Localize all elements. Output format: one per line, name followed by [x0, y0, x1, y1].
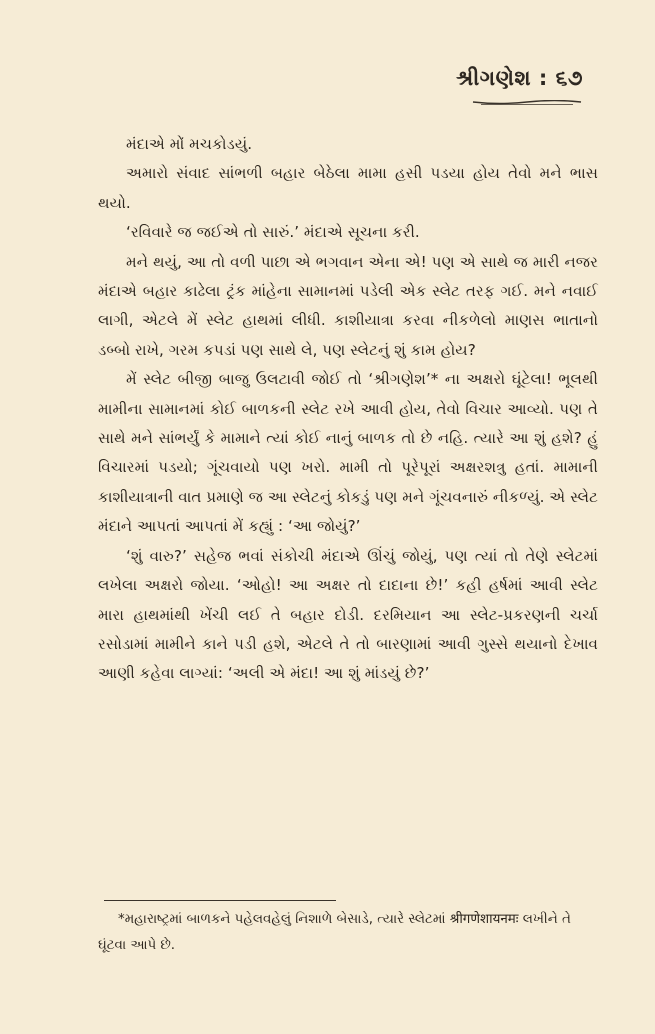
paragraph-1: મંદાએ મોં મચકોડયું. [126, 135, 253, 153]
paragraph-6: ‘શું વારુ?’ સહેજ ભવાં સંકોચી મંદાએ ઊંચું જોયું, પણ ત્યાં તો તેણે સ્લેટમાં લખેલા અક્ષરો જોયા. ‘ઓહો! આ અક્ષર તો દાદાના છે!’ કહી હર્ષમાં આવી સ્લેટ મારા હાથમાંથી ખેંચી લઈ તે બહાર દોડી. દરમિયાન આ સ્લેટ-પ્રકરણની ચર્ચા રસોડામાં મામીને કાને પડી હશે, એટલે તે તો બારણામાં આવી ગુસ્સે થયાનો દેખાવ આણી કહેવા લાગ્યાં: ‘અલી એ મંદા! આ શું માંડયું છે?’ [98, 546, 598, 683]
running-head: શ્રીગણેશ : ૬૭ [456, 66, 583, 90]
paragraph-2: અમારો સંવાદ સાંભળી બહાર બેઠેલા મામા હસી પડયા હોય તેવો મને ભાસ થયો. [98, 164, 598, 212]
footnote [98, 900, 598, 959]
paragraph-5: મેં સ્લેટ બીજી બાજુ ઉલટાવી જોઈ તો ‘શ્રીગણેશ’* ના અક્ષરો ઘૂંટેલા! ભૂલથી મામીના સામાનમાં કોઈ બાળકની સ્લેટ રખે આવી હોય, તેવો વિચાર આવ્યો. પણ તે સાથે મને સાંભર્યું કે મામાને ત્યાં કોઈ નાનું બાળક તો છે નહિ. ત્યારે આ શું હશે? હું વિચારમાં પડયો; ગૂંચવાયો પણ ખરો. મામી તો પૂરેપૂરાં અક્ષરશત્રુ હતાં. મામાની કાશીયાત્રાની વાત પ્રમાણે જ આ સ્લેટનું કોકડું પણ મને ગૂંચવનારું નીકળ્યું. એ સ્લેટ મંદાને આપતાં આપતાં મેં કહ્યું : ‘આ જોયું?’ [98, 370, 598, 536]
footnote-divider [104, 900, 336, 901]
body-text [98, 130, 598, 689]
header-underline-ornament [471, 100, 583, 106]
page-header [456, 66, 583, 110]
paragraph-3: ‘રવિવારે જ જઈએ તો સારું.’ મંદાએ સૂચના કરી. [126, 223, 420, 242]
paragraph-4: મને થયું, આ તો વળી પાછા એ ભગવાન એના એ! પણ એ સાથે જ મારી નજર મંદાએ બહાર કાઢેલા ટ્રંક માંહેના સામાનમાં પડેલી એક સ્લેટ તરફ ગઈ. મને નવાઈ લાગી, એટલે મેં સ્લેટ હાથમાં લીધી. કાશીયાત્રા કરવા નીકળેલો માણસ ભાતાનો ડબ્બો રાખે, ગરમ કપડાં પણ સાથે લે, પણ સ્લેટનું શું કામ હોય? [98, 252, 598, 359]
footnote-text: *મહારાષ્ટ્રમાં બાળકને પહેલવહેલું નિશાળે બેસાડે, ત્યારે સ્લેટમાં श्रीगणेशायनमः લખીને તે ઘૂંટવા આપે છે. [98, 912, 571, 953]
